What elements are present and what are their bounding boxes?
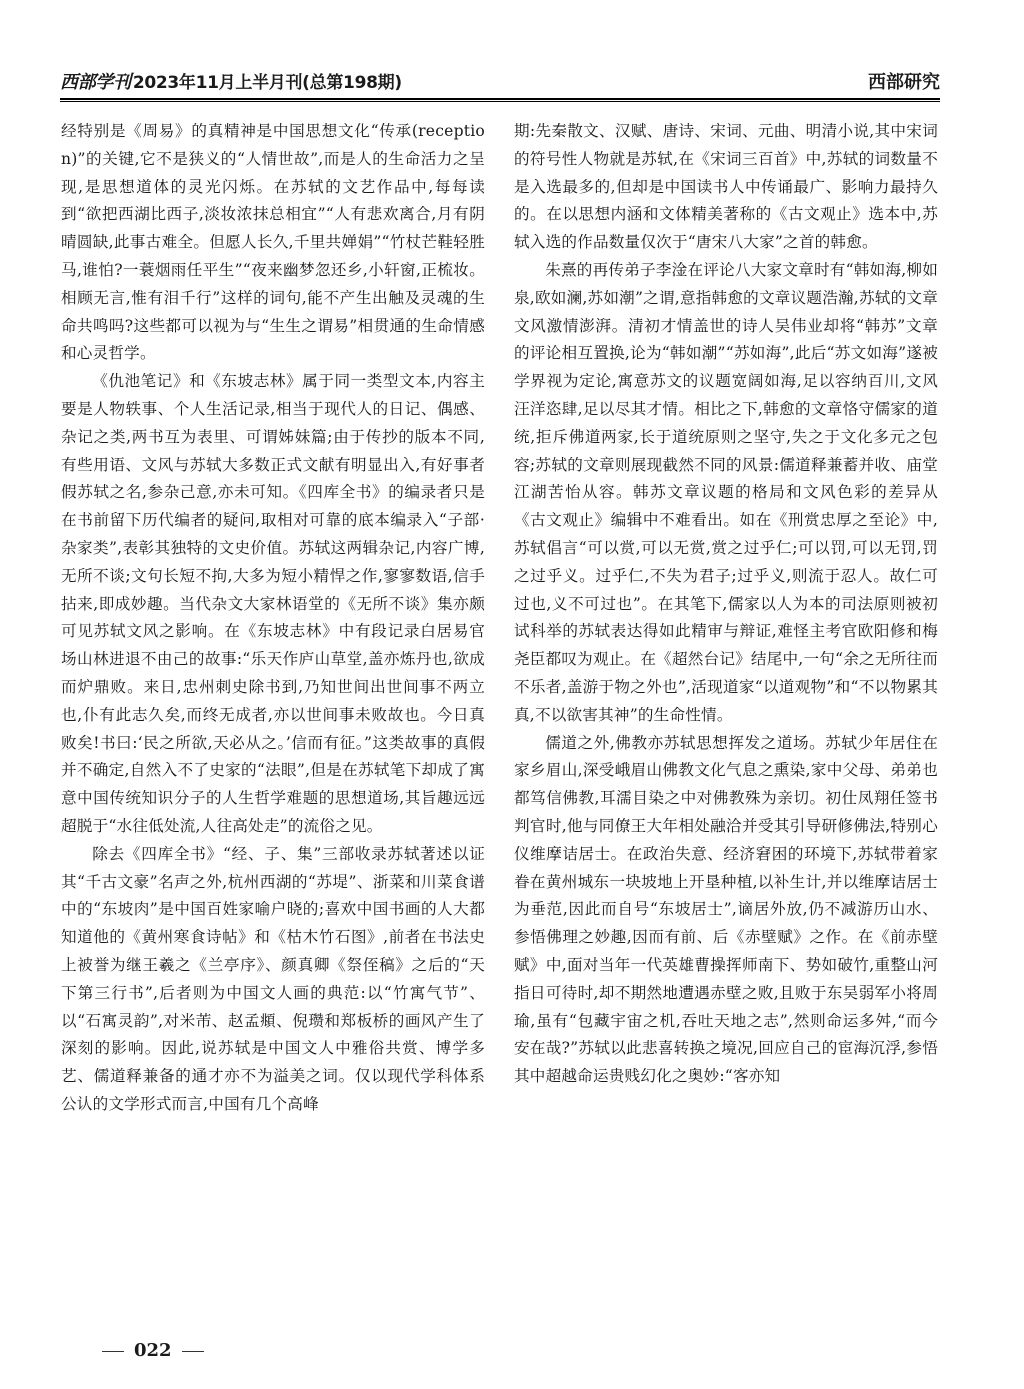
section-title: 西部研究 (868, 72, 940, 93)
folio-dash-left (102, 1351, 124, 1352)
paragraph: 朱熹的再传弟子李淦在评论八大家文章时有“韩如海,柳如泉,欧如澜,苏如潮”之谓,意指韩愈的文章议题浩瀚,苏轼的文章文风激情澎湃。清初才情盖世的诗人吴伟业却将“韩苏”文章的评论相互置换,论为“韩如潮”“苏如海”,此后“苏文如海”遂被学界视为定论,寓意苏文的议题宽阔如海,足以容纳百川,文风汪洋恣肆,足以尽其才情。相比之下,韩愈的文章恪守儒家的道统,拒斥佛道两家,长于道统原则之坚守,失之于文化多元之包容;苏轼的文章则展现截然不同的风景:儒道释兼蓄并收、庙堂江湖苦怡从容。韩苏文章议题的格局和文风色彩的差异从《古文观止》编辑中不难看出。如在《刑赏忠厚之至论》中,苏轼倡言“可以赏,可以无赏,赏之过乎仁;可以罚,可以无罚,罚之过乎义。过乎仁,不失为君子;过乎义,则流于忍人。故仁可过也,义不可过也”。在其笔下,儒家以人为本的司法原则被初试科举的苏轼表达得如此精审与辩证,难怪主考官欧阳修和梅尧臣都叹为观止。在《超然台记》结尾中,一句“余之无所往而不乐者,盖游于物之外也”,活现道家“以道观物”和“不以物累其真,不以欲害其神”的生命性情。 (514, 260, 938, 724)
journal-masthead (60, 68, 402, 98)
paragraph: 儒道之外,佛教亦苏轼思想挥发之道场。苏轼少年居住在家乡眉山,深受峨眉山佛教文化气息之熏染,家中父母、弟弟也都笃信佛教,耳濡目染之中对佛教殊为亲切。初仕凤翔任签书判官时,他与同僚王大年相处融洽并受其引导研修佛法,特别心仪维摩诘居士。在政治失意、经济窘困的环境下,苏轼带着家眷在黄州城东一块坡地上开垦种植,以补生计,并以维摩诘居士为垂范,因此而自号“东坡居士”,谪居外放,仍不减游历山水、参悟佛理之妙趣,因而有前、后《赤壁赋》之作。在《前赤壁赋》中,面对当年一代英雄曹操挥师南下、势如破竹,重整山河指日可待时,却不期然地遭遇赤壁之败,且败于东吴弱军小将周瑜,虽有“包藏宇宙之机,吞吐天地之志”,然则命运多舛,“而今安在哉?”苏轼以此悲喜转换之境况,回应自己的宦海沉浮,参悟其中超越命运贵贱幻化之奥妙:“客亦知 (514, 733, 938, 1086)
left-column (61, 118, 485, 1326)
paragraph: 经特别是《周易》的真精神是中国思想文化“传承(reception)”的关键,它不是狭义的“人情世故”,而是人的生命活力之呈现,是思想道体的灵光闪烁。在苏轼的文艺作品中,每每读到“欲把西湖比西子,淡妆浓抹总相宜”“人有悲欢离合,月有阴晴圆缺,此事古难全。但愿人长久,千里共婵娟”“竹杖芒鞋轻胜马,谁怕?一蓑烟雨任平生”“夜来幽梦忽还乡,小轩窗,正梳妆。相顾无言,惟有泪千行”这样的词句,能不产生出触及灵魂的生命共鸣吗?这些都可以视为与“生生之谓易”相贯通的生命情感和心灵哲学。 (61, 122, 485, 363)
folio-dash-right (182, 1351, 204, 1352)
issue-info: 2023年11月上半月刊(总第198期) (132, 73, 402, 93)
page-footer (92, 1340, 214, 1361)
page-number: 022 (134, 1340, 172, 1361)
header-rule (60, 98, 940, 102)
paragraph: 期:先秦散文、汉赋、唐诗、宋词、元曲、明清小说,其中宋词的符号性人物就是苏轼,在《宋词三百首》中,苏轼的词数量不是入选最多的,但却是中国读书人中传诵最广、影响力最持久的。在以思想内涵和文体精美著称的《古文观止》选本中,苏轼入选的作品数量仅次于“唐宋八大家”之首的韩愈。 (514, 122, 938, 252)
paragraph: 除去《四库全书》“经、子、集”三部收录苏轼著述以证其“千古文豪”名声之外,杭州西湖的“苏堤”、浙菜和川菜食谱中的“东坡肉”是中国百姓家喻户晓的;喜欢中国书画的人大都知道他的《黄州寒食诗帖》和《枯木竹石图》,前者在书法史上被誉为继王羲之《兰亭序》、颜真卿《祭侄稿》之后的“天下第三行书”,后者则为中国文人画的典范:以“竹寓气节”、以“石寓灵韵”,对米芾、赵孟頫、倪瓒和郑板桥的画风产生了深刻的影响。因此,说苏轼是中国文人中雅俗共赏、博学多艺、儒道释兼备的通才亦不为溢美之词。仅以现代学科体系公认的文学形式而言,中国有几个高峰 (61, 844, 485, 1113)
right-column (514, 118, 938, 1326)
journal-logo: 西部学刊 (60, 72, 131, 93)
page-header (60, 68, 940, 102)
paragraph: 《仇池笔记》和《东坡志林》属于同一类型文本,内容主要是人物轶事、个人生活记录,相当于现代人的日记、偶感、杂记之类,两书互为表里、可谓姊妹篇;由于传抄的版本不同,有些用语、文风与苏轼大多数正式文献有明显出入,有好事者假苏轼之名,参杂己意,亦未可知。《四库全书》的编录者只是在书前留下历代编者的疑问,取相对可靠的底本编录入“子部·杂家类”,表彰其独特的文史价值。苏轼这两辑杂记,内容广博,无所不谈;文句长短不拘,大多为短小精悍之作,寥寥数语,信手拈来,即成妙趣。当代杂文大家林语堂的《无所不谈》集亦颇可见苏轼文风之影响。在《东坡志林》中有段记录白居易官场山林进退不由己的故事:“乐天作庐山草堂,盖亦炼丹也,欲成而炉鼎败。来日,忠州刺史除书到,乃知世间出世间事不两立也,仆有此志久矣,而终无成者,亦以世间事未败故也。今日真败矣!书曰:‘民之所欲,天必从之。’信而有征。”这类故事的真假并不确定,自然入不了史家的“法眼”,但是在苏轼笔下却成了寓意中国传统知识分子的人生哲学难题的思想道场,其旨趣远远超脱于“水往低处流,人往高处走”的流俗之见。 (61, 372, 485, 835)
